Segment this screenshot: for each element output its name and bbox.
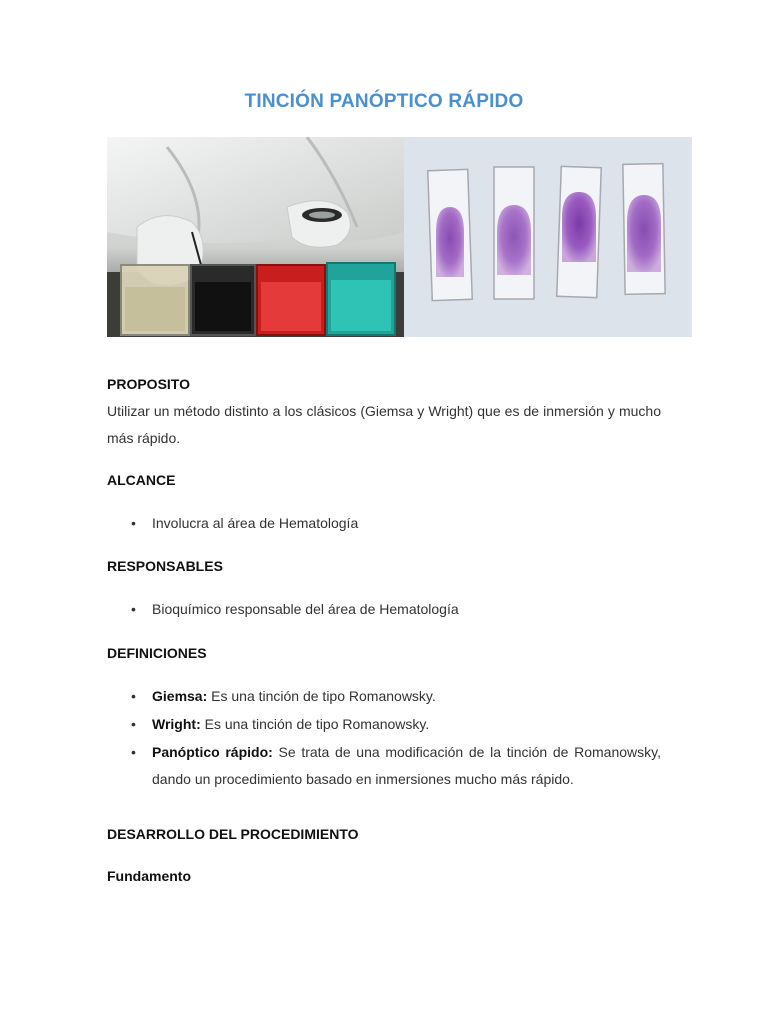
bullet-icon: • [131, 688, 136, 704]
lab-staining-illustration [107, 137, 404, 337]
desarrollo-heading: DESARROLLO DEL PROCEDIMIENTO [107, 826, 359, 842]
bullet-icon: • [131, 515, 136, 531]
definition-item-wright [131, 711, 661, 738]
definition-term: Wright: [152, 716, 201, 732]
proposito-text: Utilizar un método distinto a los clásicos (Giemsa y Wright) que es de inmersión y mucho más rápido. [107, 403, 661, 446]
slide-1 [428, 169, 473, 300]
fundamento-subheading: Fundamento [107, 868, 191, 884]
page-title: TINCIÓN PANÓPTICO RÁPIDO [244, 91, 524, 112]
responsables-bullet-text: Bioquímico responsable del área de Hematología [152, 601, 459, 617]
lab-staining-photo [107, 137, 404, 337]
definiciones-heading: DEFINICIONES [107, 645, 207, 661]
proposito-heading: PROPOSITO [107, 376, 190, 392]
header-figure [107, 137, 692, 337]
bullet-icon: • [131, 601, 136, 617]
definition-term: Panóptico rápido: [152, 744, 273, 760]
definition-text: Se trata de una modificación de la tinción de Romanowsky, dando un procedimiento basado en inmersiones mucho más rápido. [152, 744, 662, 787]
alcance-bullet-text: Involucra al área de Hematología [152, 515, 359, 531]
alcance-bullet [131, 510, 661, 537]
bullet-icon: • [131, 716, 136, 732]
definition-item-giemsa [131, 683, 661, 710]
stained-slides-photo [404, 137, 692, 337]
slide-3 [557, 166, 602, 297]
responsables-bullet [131, 596, 661, 623]
slide-2 [494, 167, 534, 299]
definition-item-panoptico [131, 739, 661, 793]
definition-text: Es una tinción de tipo Romanowsky. [207, 688, 436, 704]
slide-4 [623, 164, 665, 295]
stained-slides-illustration [404, 137, 692, 337]
bullet-icon: • [131, 744, 136, 760]
definition-term: Giemsa: [152, 688, 208, 704]
definition-text: Es una tinción de tipo Romanowsky. [200, 716, 430, 732]
alcance-heading: ALCANCE [107, 472, 176, 488]
responsables-heading: RESPONSABLES [107, 558, 223, 574]
